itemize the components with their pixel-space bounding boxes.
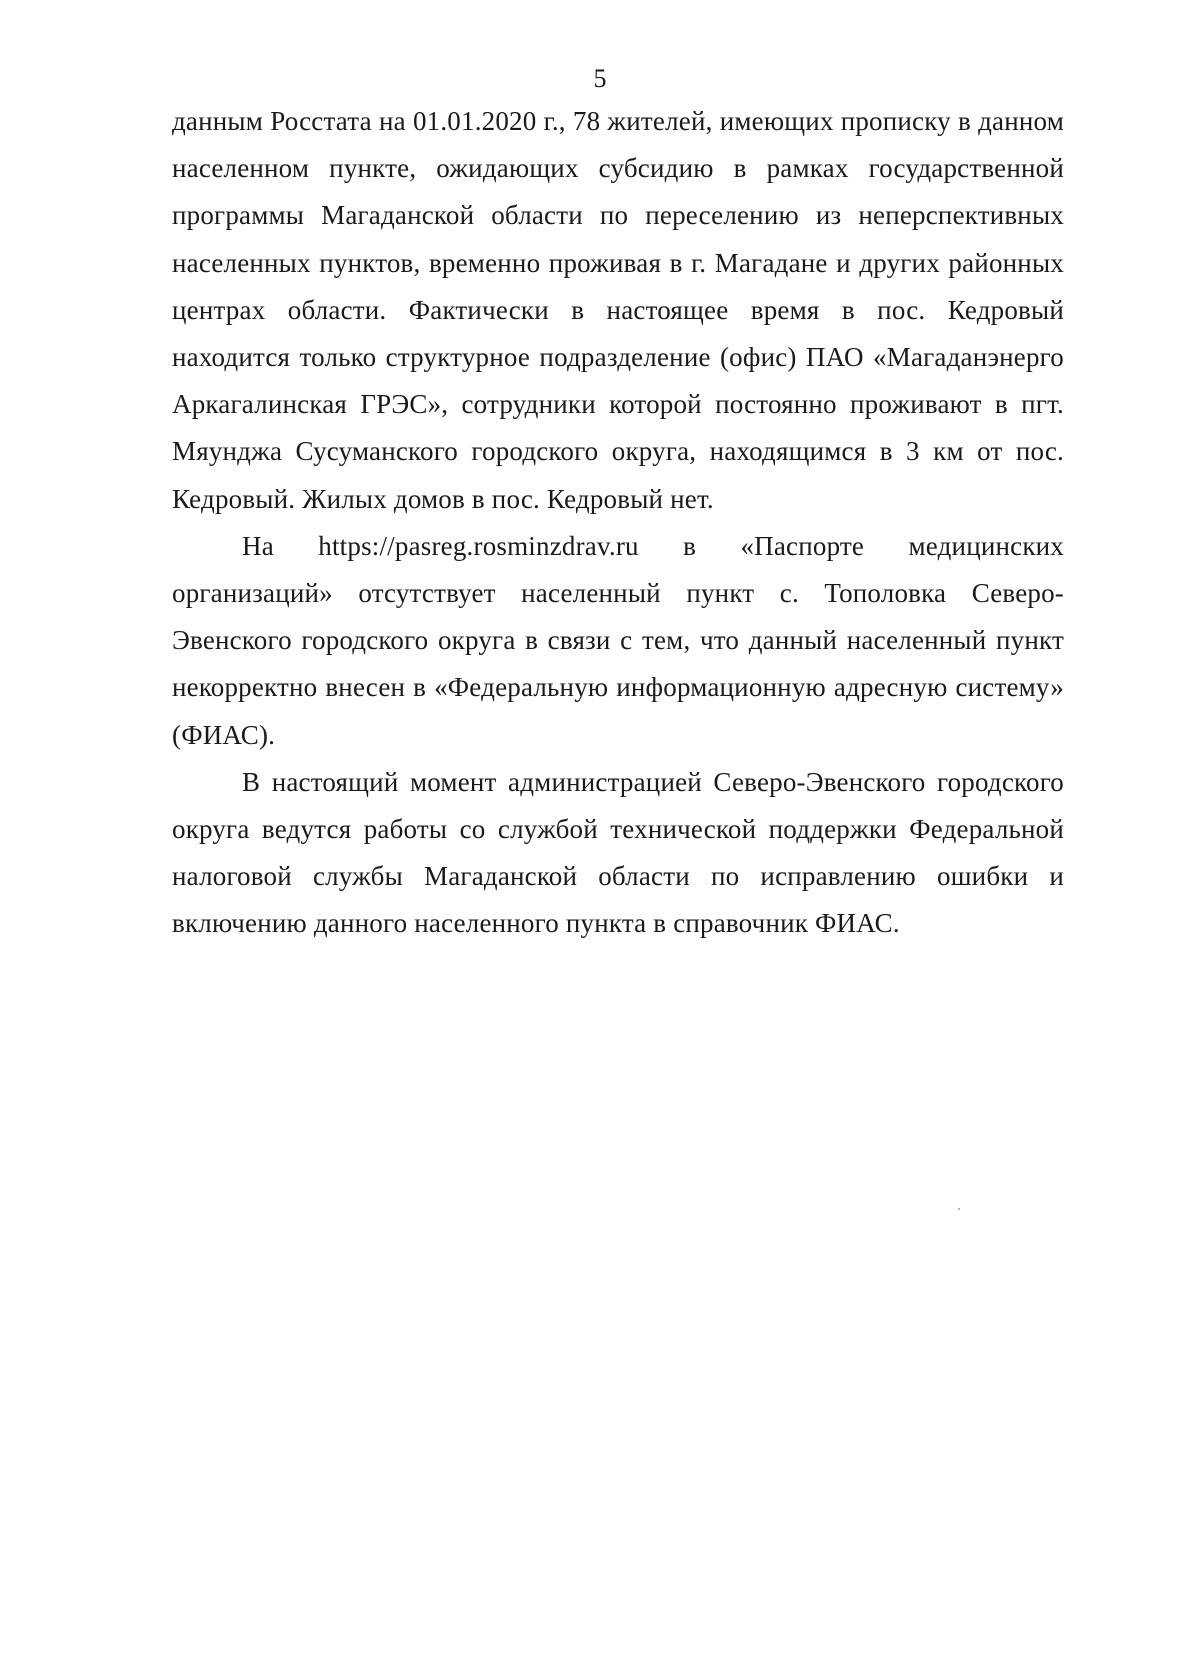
paragraph-administration-work: В настоящий момент администрацией Северо-Эвенского городского округа ведутся работы со службой технической поддержки Федеральной налоговой службы Магаданской области по исправлению ошибки и включению данного населенного пункта в справочник ФИАС. — [172, 766, 1064, 939]
paragraph-continuation: данным Росстата на 01.01.2020 г., 78 жителей, имеющих прописку в данном населенном пункте, ожидающих субсидию в рамках государственной программы Магаданской области по переселению из неперспективных населенных пунктов, временно проживая в г. Магадане и других районных центрах области. Фактически в настоящее время в пос. Кедровый находится только структурное подразделение (офис) ПАО «Магаданэнерго Аркагалинская ГРЭС», сотрудники которой постоянно проживают в пгт. Мяунджа Сусуманского городского округа, находящимся в 3 км от пос. Кедровый. Жилых домов в пос. Кедровый нет. — [172, 106, 1064, 514]
paragraph-fias-passport: На https://pasreg.rosminzdrav.ru в «Паспорте медицинских организаций» отсутствует населенный пункт с. Тополовка Северо-Эвенского городского округа в связи с тем, что данный населенный пункт некорректно внесен в «Федеральную информационную адресную систему» (ФИАС). — [172, 530, 1064, 750]
document-body — [172, 98, 1064, 948]
scan-speck — [958, 1208, 960, 1210]
page-number: 5 — [593, 64, 607, 93]
